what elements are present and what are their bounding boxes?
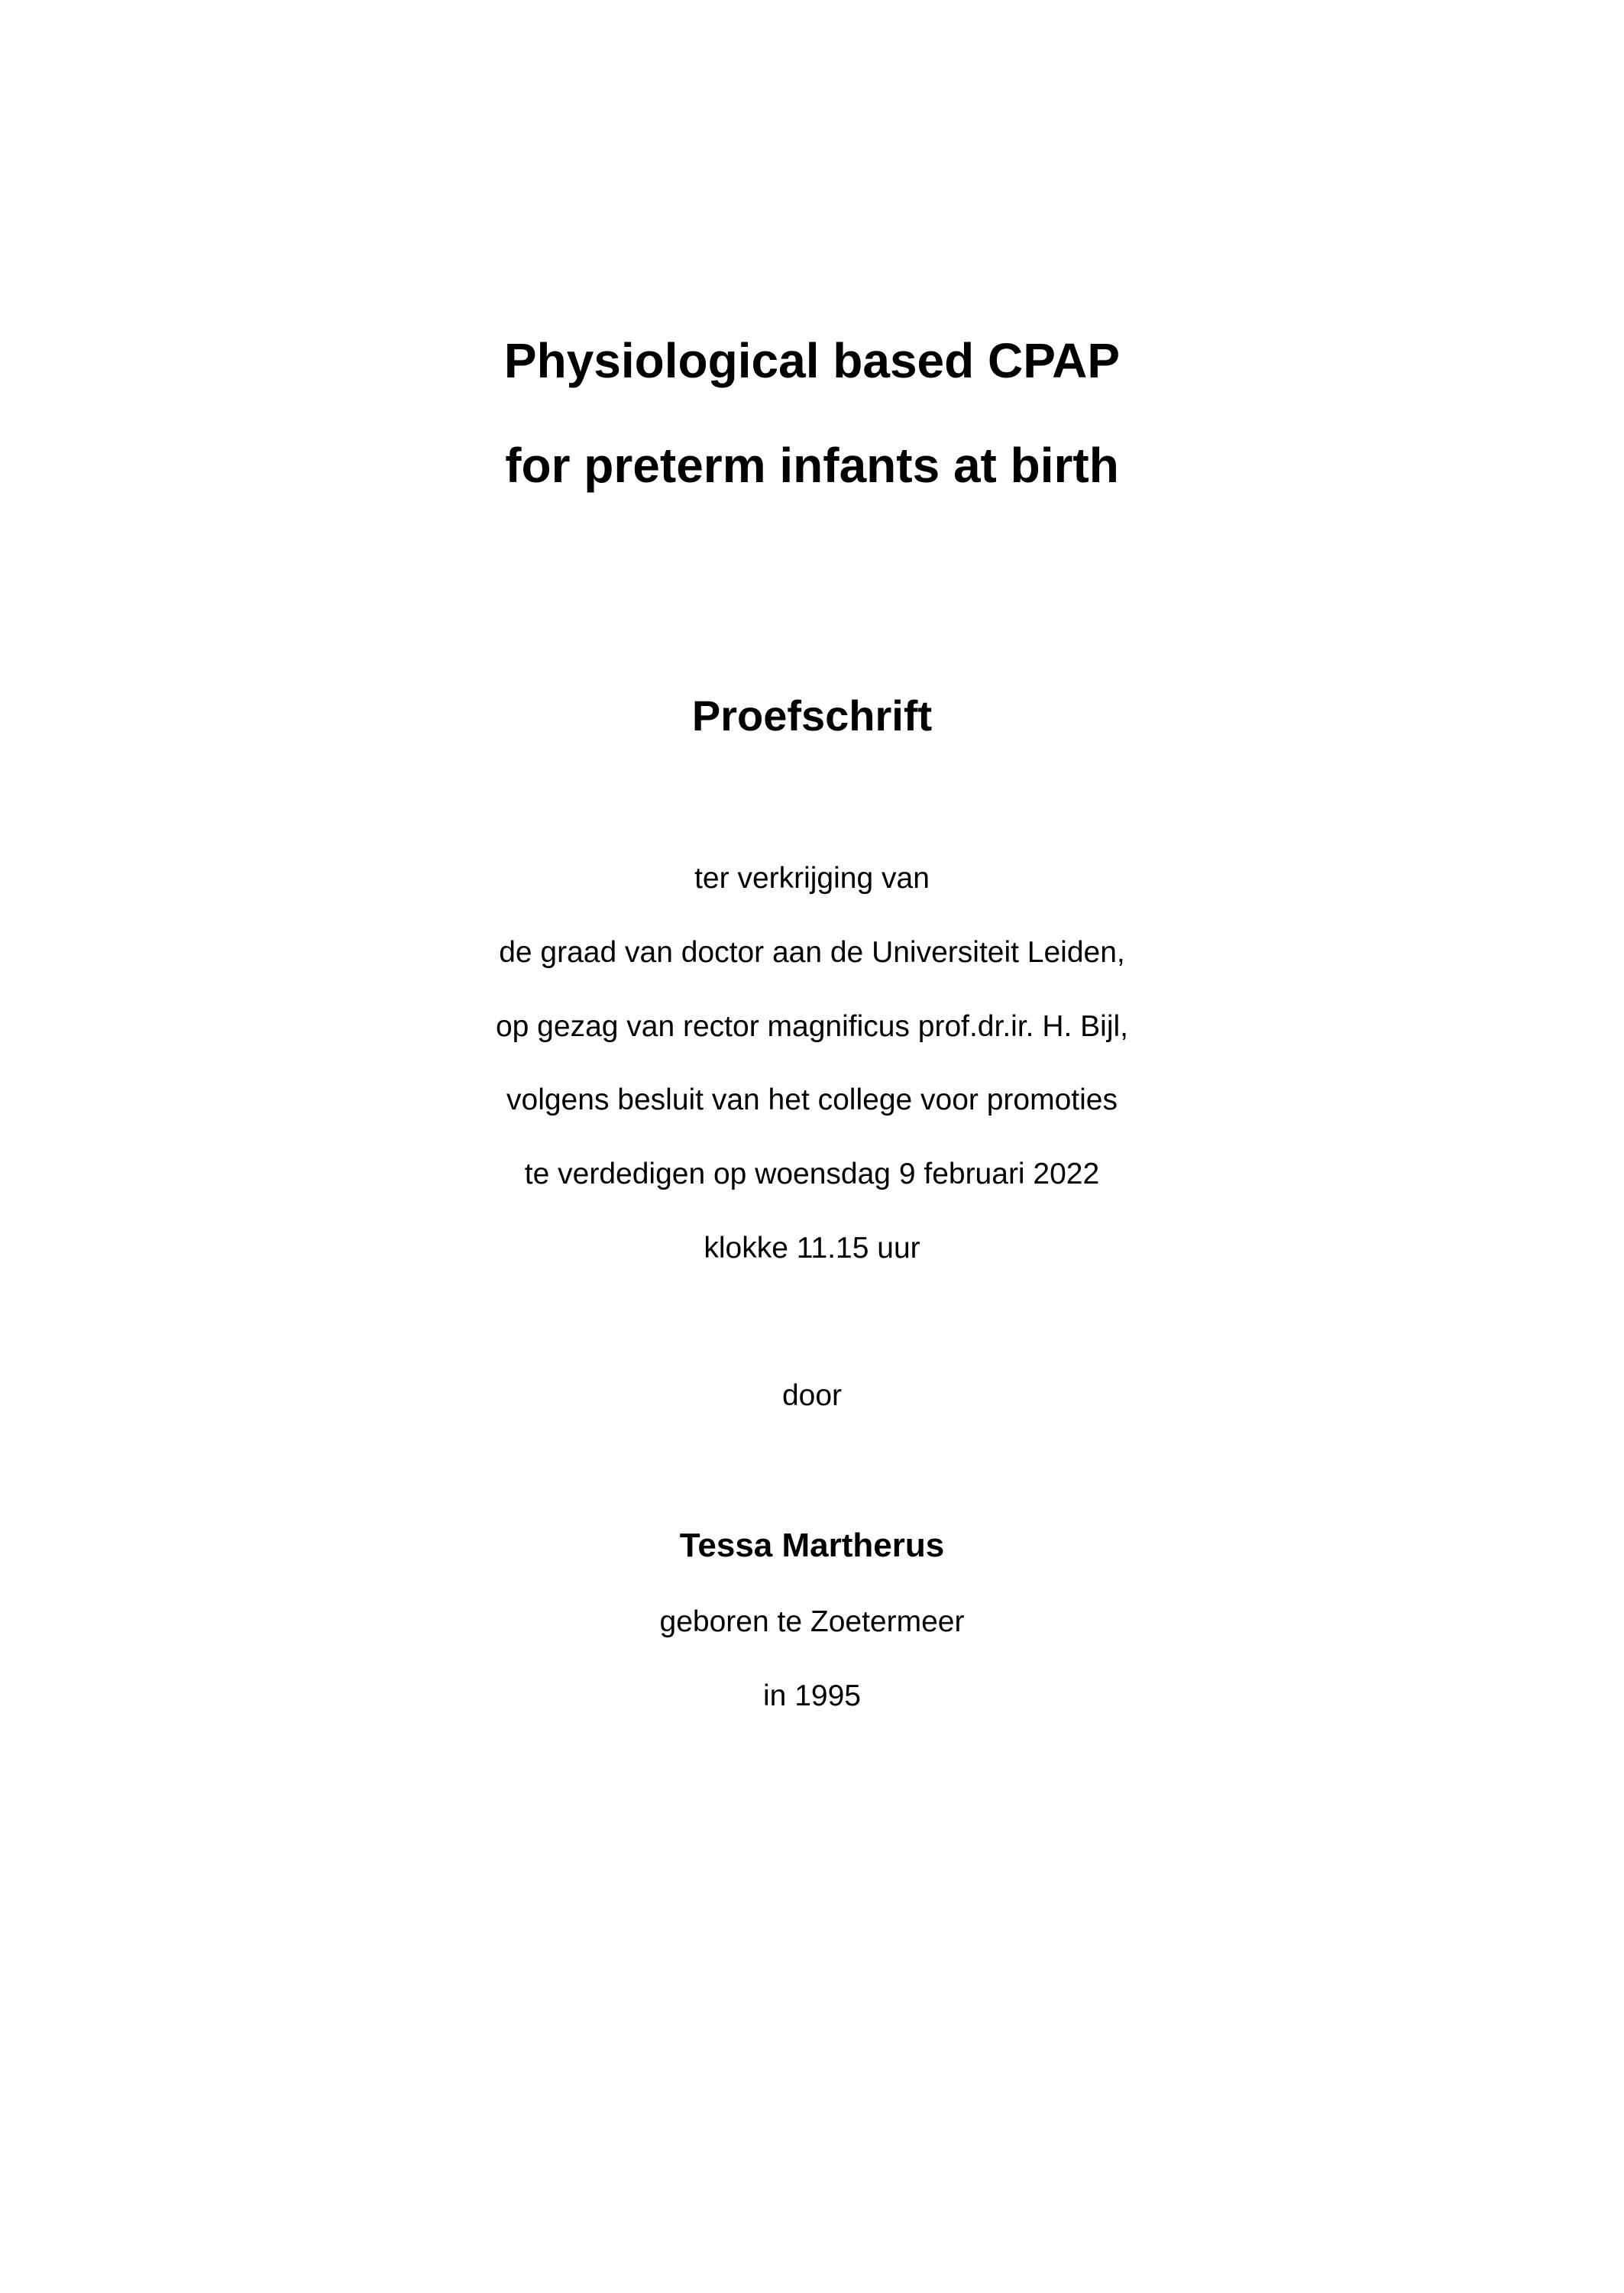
thesis-title-line-2: for preterm infants at birth xyxy=(505,438,1119,493)
by-label: door xyxy=(781,1379,843,1412)
author-name: Tessa Martherus xyxy=(679,1527,945,1564)
author-birthplace: geboren te Zoetermeer xyxy=(659,1605,965,1638)
author-birth-year: in 1995 xyxy=(763,1679,861,1712)
document-type-heading: Proefschrift xyxy=(691,691,933,740)
purpose-line-1: ter verkrijging van xyxy=(694,862,930,895)
defense-time-line: klokke 11.15 uur xyxy=(704,1232,920,1265)
defense-date-line: te verdedigen op woensdag 9 februari 2022 xyxy=(524,1158,1100,1190)
purpose-line-3: op gezag van rector magnificus prof.dr.ir. H. Bijl, xyxy=(495,1010,1129,1043)
purpose-line-4: volgens besluit van het college voor promoties xyxy=(506,1083,1118,1116)
purpose-line-2: de graad van doctor aan de Universiteit Leiden, xyxy=(499,936,1125,969)
thesis-title-line-1: Physiological based CPAP xyxy=(503,333,1121,388)
